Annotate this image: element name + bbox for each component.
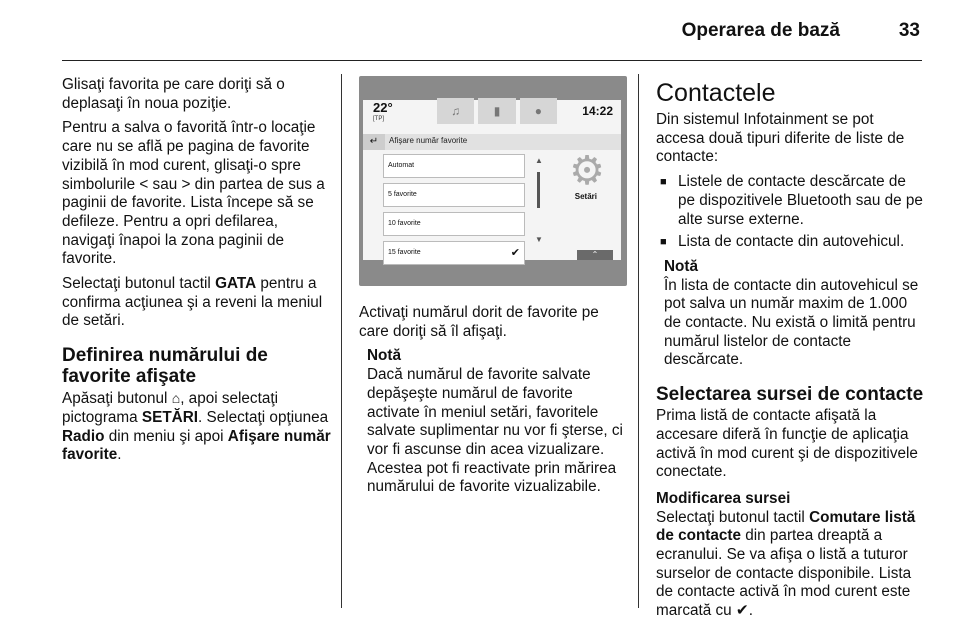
page-number: 33	[898, 20, 920, 41]
music-icon: ♫	[437, 98, 474, 124]
text: Apăsaţi butonul	[62, 390, 172, 408]
column-2	[359, 304, 627, 497]
list-item	[383, 183, 525, 207]
check-icon: ✔	[735, 602, 749, 620]
note-text: Dacă numărul de favorite salvate depăşeşte numărul de favorite activate în meniul setări, favoritele salvate suplimentar nu vor fi şterse, ci vor fi ascunse din acea vizualizare. Acestea pot fi reactivate prin mărirea numărului de favorite vizualizabile.	[367, 366, 623, 496]
paragraph: Activaţi numărul dorit de favorite pe care doriţi să îl afişaţi.	[359, 304, 599, 340]
text: .	[748, 602, 753, 620]
list-item: ■ Lista de contacte din autovehicul.	[656, 233, 926, 252]
home-icon: ⌂	[171, 390, 181, 407]
column-1	[62, 76, 332, 471]
chapter-heading: Contactele	[656, 79, 776, 107]
subsection-heading: Modificarea sursei	[656, 489, 791, 507]
paragraph: Prima listă de contacte afişată la accesare diferă în funcţie de aplicaţia activă în mod curent şi de dispozitivele conectate.	[656, 407, 918, 481]
option-label: Automat	[388, 162, 415, 169]
back-icon: ↵	[363, 134, 385, 150]
text: Pentru a salva o favorită într-o locaţie care nu se află pe pagina de favorite vizibilă în mod curent, glisaţi-o spre simbolurile < sau > din partea de sus a paginii de favorite. Lista începe să se defileze. Pentru a opri defilarea, navigaţi înapoi la zona paginii de favorite.	[62, 119, 325, 268]
option-label: 5 favorite	[388, 191, 417, 198]
header-rule	[62, 60, 922, 61]
settings-label: Setări	[574, 192, 597, 201]
header-title: Operarea de bază	[681, 20, 840, 41]
scroll-up-icon: ▲	[535, 156, 543, 165]
list-item	[383, 212, 525, 236]
paragraph	[656, 509, 926, 621]
clock: 14:22	[582, 104, 613, 118]
screen-title: Afişare număr favorite	[389, 136, 468, 145]
list-item	[383, 241, 525, 265]
note-heading: Notă	[367, 347, 401, 365]
scroll-down-icon: ▼	[535, 235, 543, 244]
note	[664, 258, 926, 370]
section-heading: Definirea numărului de favorite afişate	[62, 345, 268, 388]
tp-indicator: [TP]	[373, 116, 385, 122]
paragraph	[62, 389, 332, 465]
text: din meniu şi apoi	[104, 427, 228, 445]
list-item: ■ Listele de contacte descărcate de pe dispozitivele Bluetooth sau de pe alte surse externe.	[656, 173, 926, 229]
phone-icon: ▮	[478, 98, 515, 124]
gata-term: GATA	[215, 275, 257, 293]
option-label: 15 favorite	[388, 249, 421, 256]
temperature: 22°	[373, 100, 393, 115]
paragraph: Din sistemul Infotainment se pot accesa două tipuri diferite de liste de contacte:	[656, 111, 905, 166]
comutare-term: Comutare listă de contacte	[656, 508, 916, 545]
page-header	[0, 0, 960, 62]
scroll-thumb	[537, 172, 540, 208]
app-icon: ●	[520, 98, 557, 124]
afisare-term: Afişare număr favorite	[62, 427, 331, 464]
text: . Selectaţi opţiunea	[198, 408, 329, 426]
chevron-up-icon: ⌃	[577, 250, 613, 260]
bullet-list	[656, 173, 926, 252]
column-divider-2	[638, 74, 639, 608]
text: pentru a confirma acţiunea şi a reveni la meniul de setări.	[62, 275, 323, 330]
list-item	[383, 154, 525, 178]
note-heading: Notă	[664, 257, 698, 275]
column-3	[656, 76, 926, 627]
radio-term: Radio	[62, 427, 105, 445]
paragraph	[62, 119, 332, 269]
note	[367, 347, 627, 497]
options-list	[383, 154, 525, 270]
gear-icon: ⚙	[569, 149, 605, 193]
column-divider-1	[341, 74, 342, 608]
section-heading: Selectarea sursei de contacte	[656, 384, 924, 406]
setari-term: SETĂRI	[141, 408, 199, 426]
text: Selectaţi butonul tactil	[656, 508, 810, 526]
option-label: 10 favorite	[388, 220, 421, 227]
text: , apoi selectaţi pictograma	[62, 390, 278, 426]
paragraph	[62, 275, 332, 331]
device-screenshot	[359, 76, 627, 286]
text: din partea dreaptă a ecranului. Se va afişa o listă a tuturor surselor de contacte disponibile. Lista de contacte activă în mod curent este marcată cu	[656, 527, 912, 620]
check-icon: ✔	[510, 247, 520, 259]
note-text: În lista de contacte din autovehicul se pot salva un număr maxim de 1.000 de contacte. Nu există o limită pentru numărul listelor de contacte descărcate.	[664, 276, 919, 369]
screen-tabs	[437, 98, 557, 124]
text: .	[117, 446, 122, 464]
paragraph: Glisaţi favorita pe care doriţi să o deplasaţi în noua poziţie.	[62, 76, 285, 112]
text: Selectaţi butonul tactil	[62, 275, 216, 293]
